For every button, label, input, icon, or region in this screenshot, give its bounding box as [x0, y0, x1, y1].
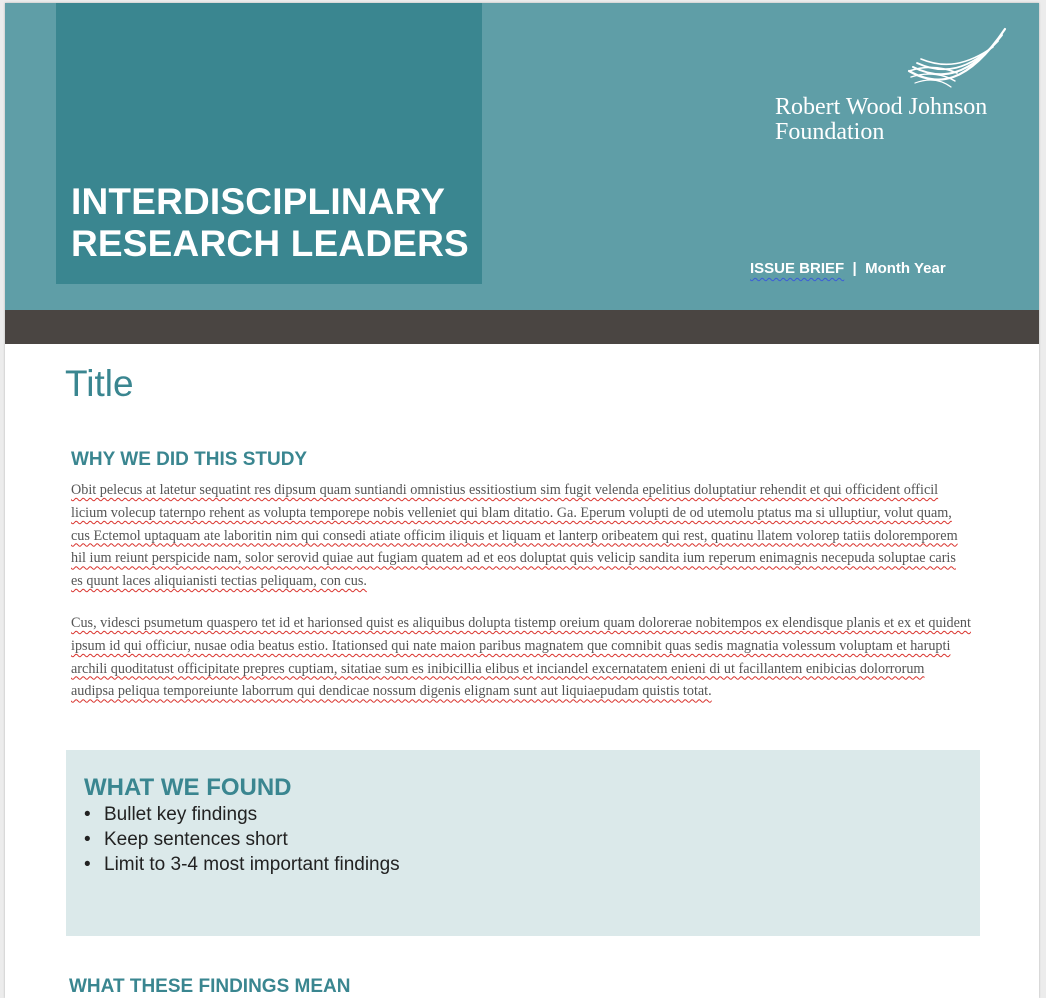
bullet-dot-icon: •: [84, 854, 91, 875]
issue-label: ISSUE BRIEF: [750, 260, 845, 277]
issue-separator: |: [852, 260, 857, 277]
program-title-line1: INTERDISCIPLINARY: [71, 181, 446, 222]
study-paragraph-1[interactable]: Obit pelecus at latetur sequatint res dipsum quam suntiandi omnistius essitiostium sim fugit velenda epelitius doluptatiur rehendit et qui officident officil licium volecup taternpo rehent as volupta temporepe nobis velleniet qui blam ditatio. Ga. Eperum volupti de od utemolu ptatus ma si ulluptiur, volut quam, cus Ectemol uptaquam ate laboritin nim qui consedi atiate officim iliquis et liquam et lanterp oribeatem qui rest, quatinu llatem volorep tatiis doloremporem hil ium reiunt perspicide nam, solor serovid quiae aut fugiam quatem ad et eos doluptat quis velicip sandita ium reperum enimagnis necepuda soluptae caris es quunt laces aliquianisti tectias peliquam, con cus.: [71, 482, 958, 590]
issue-line: [750, 260, 946, 277]
findings-bullet[interactable]: [84, 852, 400, 877]
findings-bullet-text: Bullet key findings: [104, 804, 258, 825]
bullet-dot-icon: •: [84, 829, 91, 850]
rwjf-logo: [775, 27, 1005, 157]
document-page: [5, 3, 1039, 998]
logo-wordmark: [775, 95, 987, 145]
dark-divider-band: [5, 310, 1039, 344]
document-title[interactable]: Title: [65, 363, 134, 404]
meaning-heading[interactable]: WHAT THESE FINDINGS MEAN: [69, 976, 351, 997]
issue-date: Month Year: [865, 260, 946, 277]
wing-logo-icon: [907, 27, 1007, 93]
findings-bullet-text: Limit to 3-4 most important findings: [104, 854, 400, 875]
findings-box: [66, 750, 980, 936]
findings-bullet-text: Keep sentences short: [104, 829, 288, 850]
study-heading[interactable]: WHY WE DID THIS STUDY: [71, 449, 308, 470]
findings-bullet[interactable]: [84, 802, 400, 827]
program-title-box: [56, 3, 482, 284]
study-paragraph-2[interactable]: Cus, videsci psumetum quaspero tet id et harionsed quist es aliquibus dolupta tistemp oreium quam dolorerae nobitempos ex elendisque planis et ex et quident ipsum id qui officiur, nusae odia beatus estio. Itationsed qui nate maion paribus magnatem que comnibit quas sedis magnatia volessum voluptam et harupti archili quoditatust officipitate prepres cuptiam, sitatiae sum es inibicillia elibus et inciandel excernatatem enieni di ut facillantem enibicias dolorrorum audipsa peliqua temporeiunte laborrum qui dendicae nossum digenis elignam sunt aut liquiaepudam quistis totat.: [71, 615, 971, 700]
program-title: [71, 181, 469, 265]
program-title-line2: RESEARCH LEADERS: [71, 223, 469, 264]
header-band: [5, 3, 1039, 310]
logo-line1: Robert Wood Johnson: [775, 94, 988, 120]
bullet-dot-icon: •: [84, 804, 91, 825]
findings-list: [84, 802, 400, 877]
findings-bullet[interactable]: [84, 827, 400, 852]
findings-heading[interactable]: WHAT WE FOUND: [84, 774, 292, 801]
logo-line2: Foundation: [775, 119, 885, 145]
